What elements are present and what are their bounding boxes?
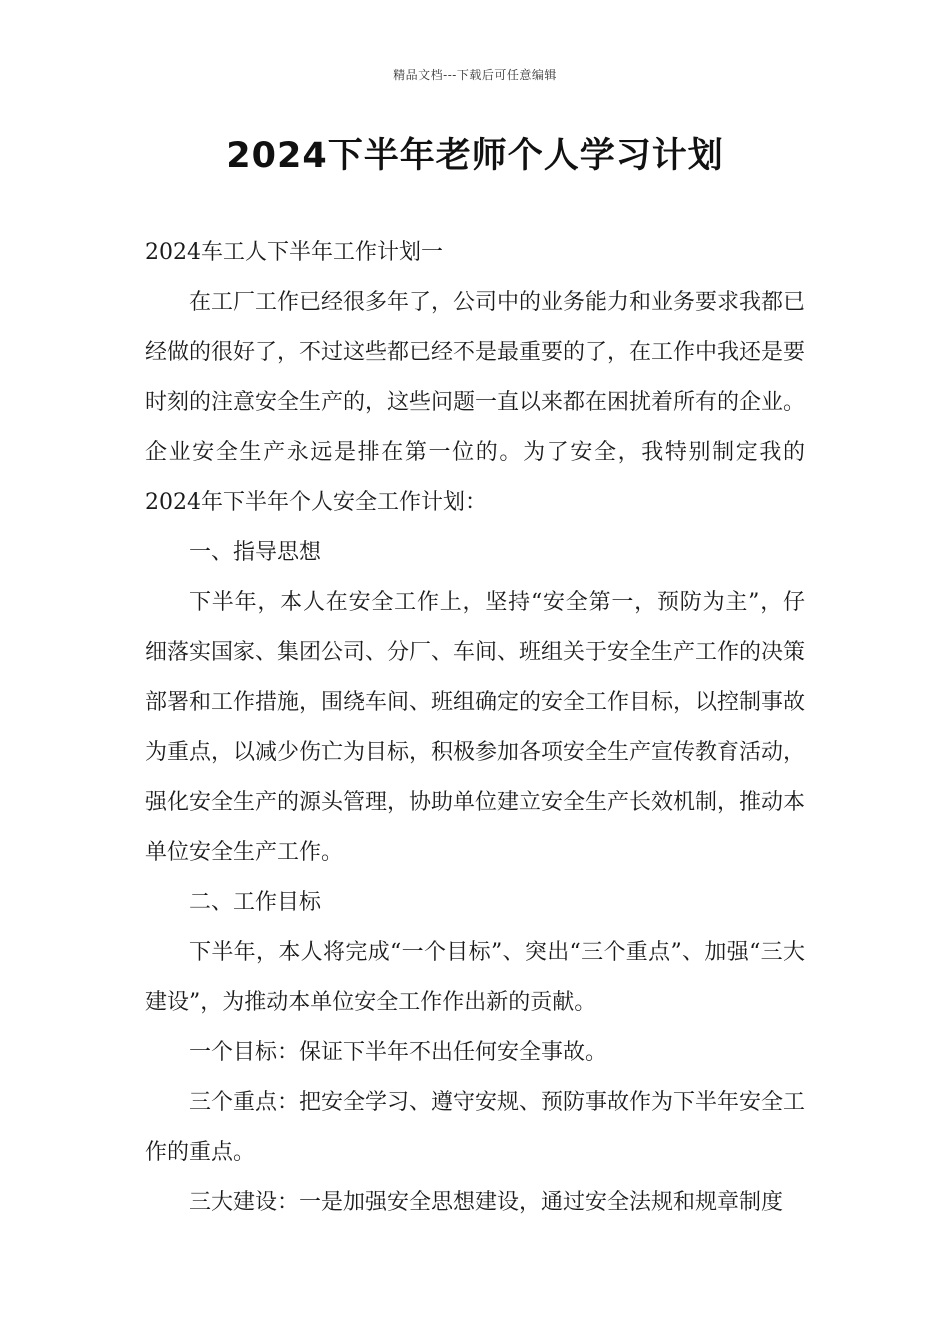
paragraph-intro: 在工厂工作已经很多年了，公司中的业务能力和业务要求我都已经做的很好了，不过这些都已经不是最重要的了，在工作中我还是要时刻的注意安全生产的，这些问题一直以来都在困扰着所有的企业。企业安全生产永远是排在第一位的。为了安全，我特别制定我的2024年下半年个人安全工作计划： (145, 290, 806, 515)
document-title: 2024下半年老师个人学习计划 (226, 136, 724, 176)
section-subtitle: 2024车工人下半年工作计划一 (145, 240, 443, 265)
page-header: 精品文档---下载后可任意编辑 (393, 68, 557, 82)
heading-work-goals: 二、工作目标 (189, 890, 322, 915)
heading-guiding-ideas: 一、指导思想 (189, 540, 322, 565)
document-body (145, 228, 805, 1228)
paragraph-guiding-ideas: 下半年，本人在安全工作上，坚持“安全第一，预防为主”，仔细落实国家、集团公司、分厂、车间、班组关于安全生产工作的决策部署和工作措施，围绕车间、班组确定的安全工作目标，以控制事故为重点，以减少伤亡为目标，积极参加各项安全生产宣传教育活动，强化安全生产的源头管理，协助单位建立安全生产长效机制，推动本单位安全生产工作。 (145, 590, 806, 865)
paragraph-work-goals: 下半年，本人将完成“一个目标”、突出“三个重点”、加强“三大建设”，为推动本单位安全工作作出新的贡献。 (145, 940, 805, 1015)
paragraph-three-constructions: 三大建设：一是加强安全思想建设，通过安全法规和规章制度 (189, 1190, 784, 1215)
paragraph-three-focuses: 三个重点：把安全学习、遵守安规、预防事故作为下半年安全工作的重点。 (145, 1090, 806, 1165)
paragraph-one-goal: 一个目标：保证下半年不出任何安全事故。 (189, 1040, 608, 1065)
